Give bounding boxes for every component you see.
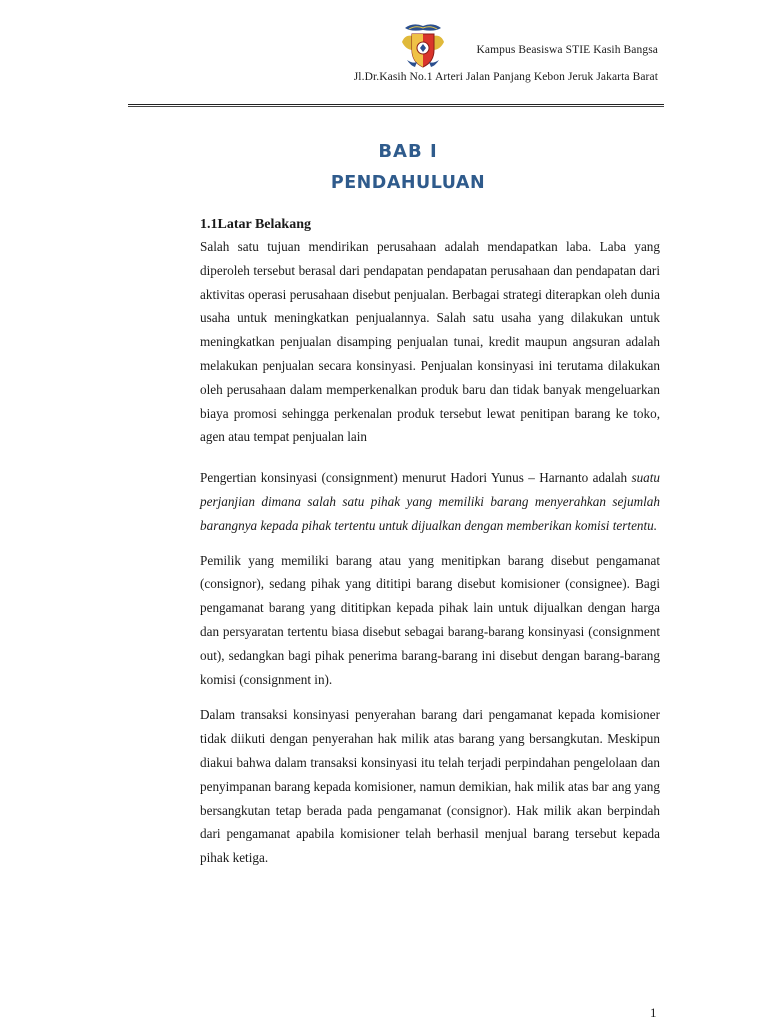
definition-text: suatu perjanjian dimana salah satu pihak yang memiliki barang menyerahkan sejumlah barangnya kepada pihak tertentu untuk dijualkan dengan memberikan komisi tertentu. xyxy=(200,470,661,533)
section-heading: 1.1Latar Belakang xyxy=(200,217,311,232)
paragraph-ownership: Dalam transaksi konsinyasi penyerahan barang dari pengamanat kepada komisioner tidak diikuti dengan penyerahan hak milik atas barang yang bersangkutan. Meskipun diakui bahwa dalam transaksi konsinyasi itu telah terjadi perpindahan pengelolaan dan penyimpanan barang kepada komisioner, namun demikian, hak milik atas bar ang yang bersangkutan tetap berada pada pengamanat (consignor). Hak milik akan berpindah dari pengamanat apabila komisioner telah berhasil menjual barang tersebut kepada pihak ketiga. xyxy=(200,707,660,866)
chapter-title: PENDAHULUAN xyxy=(330,173,486,193)
document-body xyxy=(200,215,660,870)
paragraph-definition xyxy=(200,466,660,537)
definition-intro: Pengertian konsinyasi (consignment) menurut Hadori Yunus – Harnanto adalah xyxy=(200,470,628,486)
university-crest-icon xyxy=(399,20,447,70)
campus-name: Kampus Beasiswa STIE Kasih Bangsa xyxy=(476,44,658,56)
header-divider xyxy=(128,104,664,107)
chapter-number: BAB I xyxy=(378,141,438,162)
campus-address: Jl.Dr.Kasih No.1 Arteri Jalan Panjang Kebon Jeruk Jakarta Barat xyxy=(353,71,658,83)
paragraph-consignor: Pemilik yang memiliki barang atau yang menitipkan barang disebut pengamanat (consignor), sedang pihak yang dititipi barang disebut komisioner (consignee). Bagi pengamanat barang yang dititipkan kepada pihak lain untuk dijualkan dengan harga dan persyaratan tertentu biasa disebut sebagai barang-barang konsinyasi (consignment out), sedangkan bagi pihak penerima barang-barang ini disebut dengan barang-barang komisi (consignment in). xyxy=(200,552,660,687)
page-number: 1 xyxy=(650,1005,657,1020)
paragraph-background: Salah satu tujuan mendirikan perusahaan adalah mendapatkan laba. Laba yang diperoleh tersebut berasal dari pendapatan pendapatan perusahaan dan pendapatan dari aktivitas operasi perusahaan disebut penjualan. Berbagai strategi diterapkan oleh dunia usaha untuk meningkatkan penjualannya. Salah satu usaha yang dilakukan untuk meningkatkan penjualan disamping penjualan tunai, kredit maupun angsuran adalah melakukan penjualan secara konsinyasi. Penjualan konsinyasi ini terutama dilakukan oleh perusahaan dalam memperkenalkan produk baru dan tidak banyak mengeluarkan biaya promosi sehingga perkenalan produk tersebut lewat penitipan barang ke toko, agen atau tempat penjualan lain xyxy=(200,239,660,445)
